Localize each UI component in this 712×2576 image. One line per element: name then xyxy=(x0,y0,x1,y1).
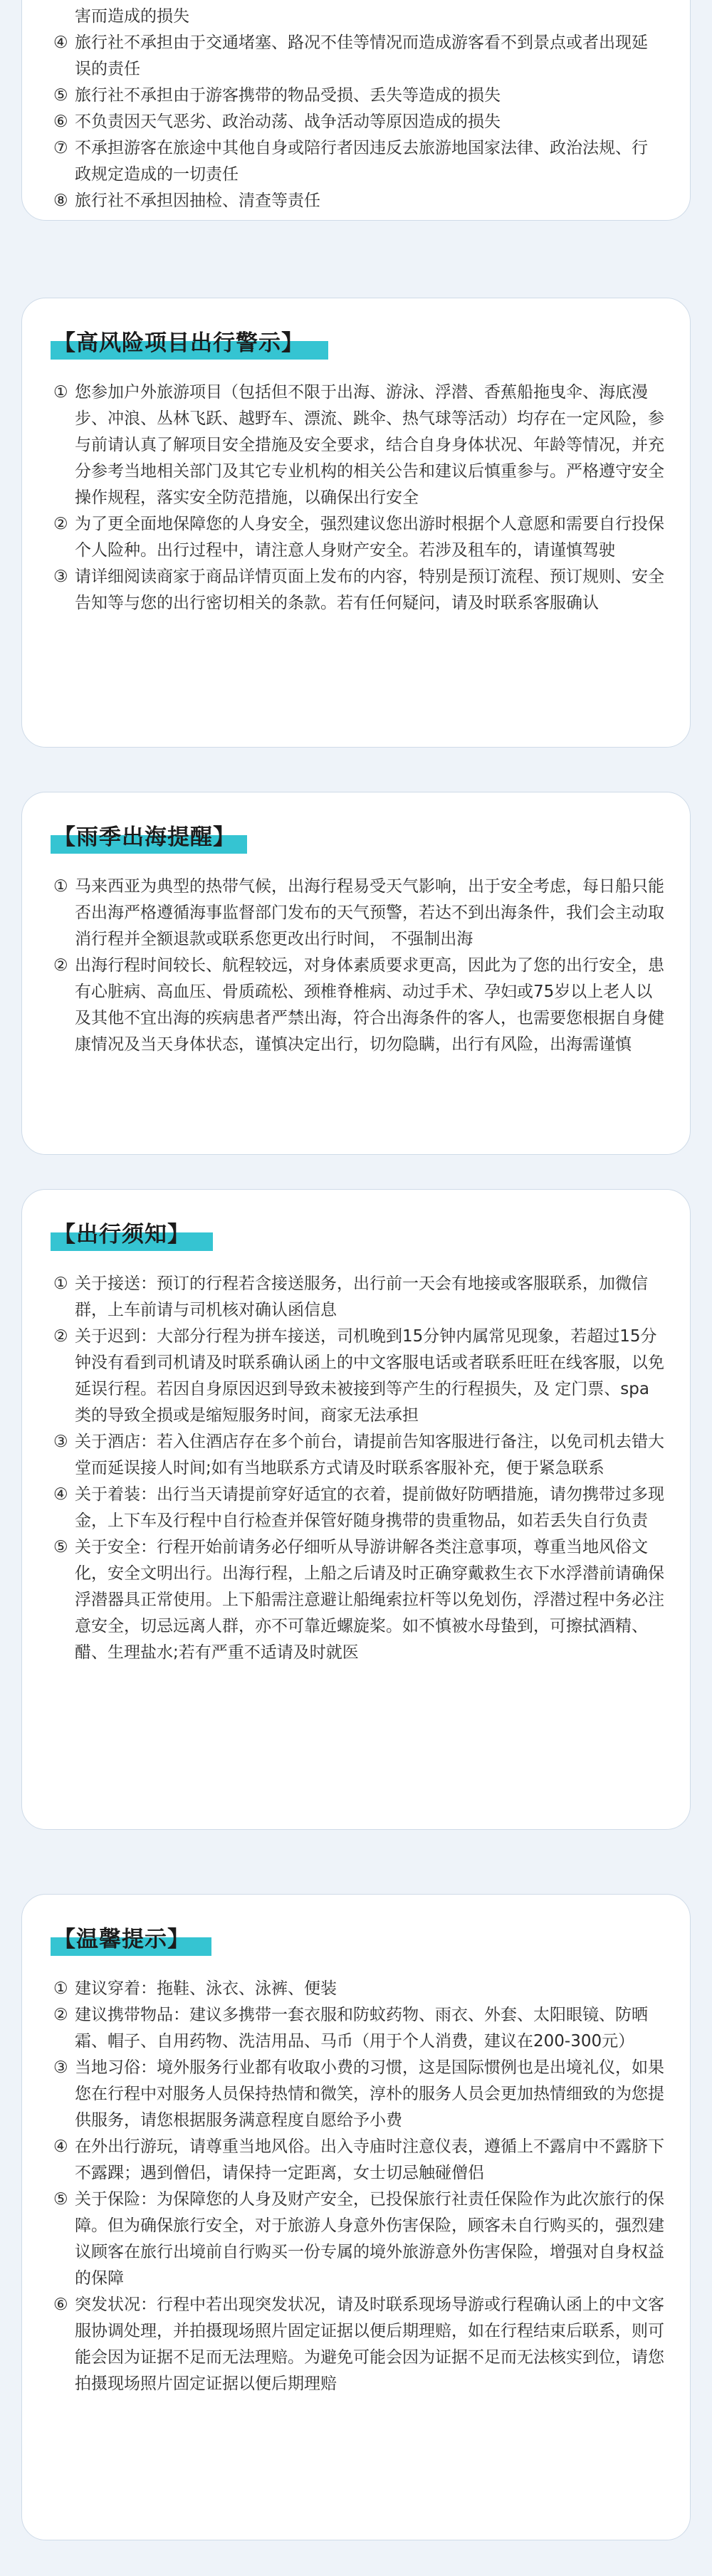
section-title: 【温馨提示】 xyxy=(53,1927,190,1952)
item-text: 您参加户外旅游项目（包括但不限于出海、游泳、浮潜、香蕉船拖曳伞、海底漫步、冲浪、丛林飞跃、越野车、漂流、跳伞、热气球等活动）均存在一定风险，参与前请认真了解项目安全措施及安全要求，结合自身身体状况、年龄等情况，并充分参考当地相关部门及其它专业机构的相关公告和建议后慎重参与。严格遵守安全操作规程，落实安全防范措施，以确保出行安全 xyxy=(75,383,664,507)
item-text: 关于酒店：若入住酒店存在多个前台，请提前告知客服进行备注，以免司机去错大堂而延误接人时间;如有当地联系方式请及时联系客服补充，便于紧急联系 xyxy=(75,1433,664,1477)
travel-notice-heading xyxy=(51,1217,196,1252)
item-text: 当地习俗：境外服务行业都有收取小费的习惯，这是国际惯例也是出境礼仪，如果您在行程中对服务人员保持热情和微笑，淳朴的服务人员会更加热情细致的为您提供服务，请您根据服务满意程度自愿给予小费 xyxy=(75,2058,664,2130)
list-item xyxy=(53,874,664,953)
rain-season-list xyxy=(53,874,664,1058)
list-item xyxy=(53,2055,664,2134)
item-number: ⑤ xyxy=(53,2190,68,2209)
list-item xyxy=(53,1482,664,1534)
list-item xyxy=(53,511,664,564)
item-text: 不负责因天气恶劣、政治动荡、战争活动等原因造成的损失 xyxy=(75,112,501,131)
item-number: ⑤ xyxy=(53,1538,68,1556)
item-text: 出海行程时间较长、航程较远，对身体素质要求更高，因此为了您的出行安全，患有心脏病、高血压、骨质疏松、颈椎脊椎病、动过手术、孕妇或75岁以上老人以及其他不宜出海的疾病患者严禁出海，符合出海条件的客人，也需要您根据自身健康情况及当天身体状态，谨慎决定出行，切勿隐瞒，出行有风险，出海需谨慎 xyxy=(75,956,664,1054)
list-item xyxy=(53,1534,664,1666)
item-number: ④ xyxy=(53,2137,68,2156)
item-text: 关于安全：行程开始前请务必仔细听从导游讲解各类注意事项，尊重当地风俗文化，安全文明出行。出海行程，上船之后请及时正确穿戴救生衣下水浮潜前请确保浮潜器具正常使用。上下船需注意避让船绳索拉杆等以免划伤，浮潜过程中务必注意安全，切忌远离人群，亦不可靠近螺旋桨。如不慎被水母蛰到，可擦拭酒精、醋、生理盐水;若有严重不适请及时就医 xyxy=(75,1538,664,1662)
item-text: 建议携带物品：建议多携带一套衣服和防蚊药物、雨衣、外套、太阳眼镜、防晒霜、帽子、自用药物、洗洁用品、马币（用于个人消费，建议在200-300元） xyxy=(75,2006,648,2051)
rain-season-card xyxy=(21,792,691,1155)
list-item xyxy=(53,2187,664,2292)
list-item xyxy=(53,564,664,617)
rain-season-heading xyxy=(51,820,241,855)
item-text: 为了更全面地保障您的人身安全，强烈建议您出游时根据个人意愿和需要自行投保个人险种。出行过程中，请注意人身财产安全。若涉及租车的，请谨慎驾驶 xyxy=(75,515,664,560)
warm-tips-heading xyxy=(51,1922,196,1957)
list-item xyxy=(53,379,664,511)
list-item xyxy=(53,1429,664,1482)
item-number: ① xyxy=(53,1979,68,1998)
item-number: ③ xyxy=(53,1433,68,1451)
item-text: 建议穿着：拖鞋、泳衣、泳裤、便装 xyxy=(75,1979,337,1998)
liability-card xyxy=(21,0,691,221)
list-item xyxy=(53,2292,664,2397)
list-item xyxy=(53,1976,664,2002)
liability-list xyxy=(53,30,659,214)
item-number: ⑥ xyxy=(53,112,68,131)
list-item xyxy=(53,953,664,1058)
section-title: 【出行须知】 xyxy=(53,1222,190,1247)
item-text: 关于迟到：大部分行程为拼车接送，司机晚到15分钟内属常见现象，若超过15分钟没有看到司机请及时联系确认函上的中文客服电话或者联系旺旺在线客服，以免延误行程。若因自身原因迟到导致未被接到等产生的行程损失，及 定门票、spa类的导致全损或是缩短服务时间，商家无法承担 xyxy=(75,1327,664,1425)
item-number: ② xyxy=(53,515,68,533)
item-text: 旅行社不承担由于游客携带的物品受损、丢失等造成的损失 xyxy=(75,86,501,105)
item-number: ③ xyxy=(53,567,68,586)
warm-tips-list xyxy=(53,1976,664,2397)
item-text: 突发状况：行程中若出现突发状况，请及时联系现场导游或行程确认函上的中文客服协调处理，并拍摄现场照片固定证据以便后期理赔，如在行程结束后联系，则可能会因为证据不足而无法理赔。为避免可能会因为证据不足而无法核实到位，请您拍摄现场照片固定证据以便后期理赔 xyxy=(75,2295,664,2393)
high-risk-list xyxy=(53,379,664,617)
list-item xyxy=(53,1324,664,1429)
item-number: ⑤ xyxy=(53,86,68,105)
list-item xyxy=(53,2134,664,2187)
item-text: 关于接送：预订的行程若含接送服务，出行前一天会有地接或客服联系，加微信群，上车前请与司机核对确认函信息 xyxy=(75,1274,648,1319)
item-number: ③ xyxy=(53,2058,68,2077)
travel-notice-card xyxy=(21,1189,691,1830)
item-text: 不承担游客在旅途中其他自身或陪行者因违反去旅游地国家法律、政治法规、行政规定造成的一切责任 xyxy=(75,139,648,184)
item-number: ⑧ xyxy=(53,192,68,210)
item-text: 马来西亚为典型的热带气候，出海行程易受天气影响，出于安全考虑，每日船只能否出海严格遵循海事监督部门发布的天气预警，若达不到出海条件，我们会主动取消行程并全额退款或联系您更改出行时间， 不强制出海 xyxy=(75,877,664,948)
item-text: 在外出行游玩，请尊重当地风俗。出入寺庙时注意仪表，遵循上不露肩中不露脐下不露踝；遇到僧侣，请保持一定距离，女士切忌触碰僧侣 xyxy=(75,2137,664,2182)
list-item xyxy=(53,109,659,135)
section-title: 【高风险项目出行警示】 xyxy=(53,330,304,356)
high-risk-card xyxy=(21,298,691,748)
item-text: 请详细阅读商家于商品详情页面上发布的内容，特别是预订流程、预订规则、安全告知等与您的出行密切相关的条款。若有任何疑问，请及时联系客服确认 xyxy=(75,567,664,612)
list-item xyxy=(53,135,659,188)
item-number: ① xyxy=(53,1274,68,1293)
liability-continuation-line: 害而造成的损失 xyxy=(75,7,189,26)
item-number: ② xyxy=(53,956,68,975)
item-number: ① xyxy=(53,877,68,896)
travel-notice-list xyxy=(53,1271,664,1666)
item-number: ⑥ xyxy=(53,2295,68,2314)
item-number: ② xyxy=(53,2006,68,2024)
item-text: 关于着装：出行当天请提前穿好适宜的衣着，提前做好防晒措施，请勿携带过多现金，上下车及行程中自行检查并保管好随身携带的贵重物品，如若丢失自行负责 xyxy=(75,1485,664,1530)
item-number: ⑦ xyxy=(53,139,68,157)
list-item xyxy=(53,30,659,83)
list-item xyxy=(53,1271,664,1324)
warm-tips-card xyxy=(21,1894,691,2540)
item-text: 关于保险：为保障您的人身及财产安全，已投保旅行社责任保险作为此次旅行的保障。但为确保旅行安全，对于旅游人身意外伤害保险，顾客未自行购买的，强烈建议顾客在旅行出境前自行购买一份专属的境外旅游意外伤害保险，增强对自身权益的保障 xyxy=(75,2190,664,2288)
item-text: 旅行社不承担因抽检、清查等责任 xyxy=(75,192,320,210)
item-number: ② xyxy=(53,1327,68,1346)
list-item xyxy=(53,83,659,109)
item-text: 旅行社不承担由于交通堵塞、路况不佳等情况而造成游客看不到景点或者出现延误的责任 xyxy=(75,33,648,78)
high-risk-heading xyxy=(51,325,310,361)
item-number: ④ xyxy=(53,1485,68,1504)
item-number: ④ xyxy=(53,33,68,52)
section-title: 【雨季出海提醒】 xyxy=(53,824,236,850)
list-item xyxy=(53,188,659,214)
list-item xyxy=(53,2002,664,2055)
item-number: ① xyxy=(53,383,68,402)
